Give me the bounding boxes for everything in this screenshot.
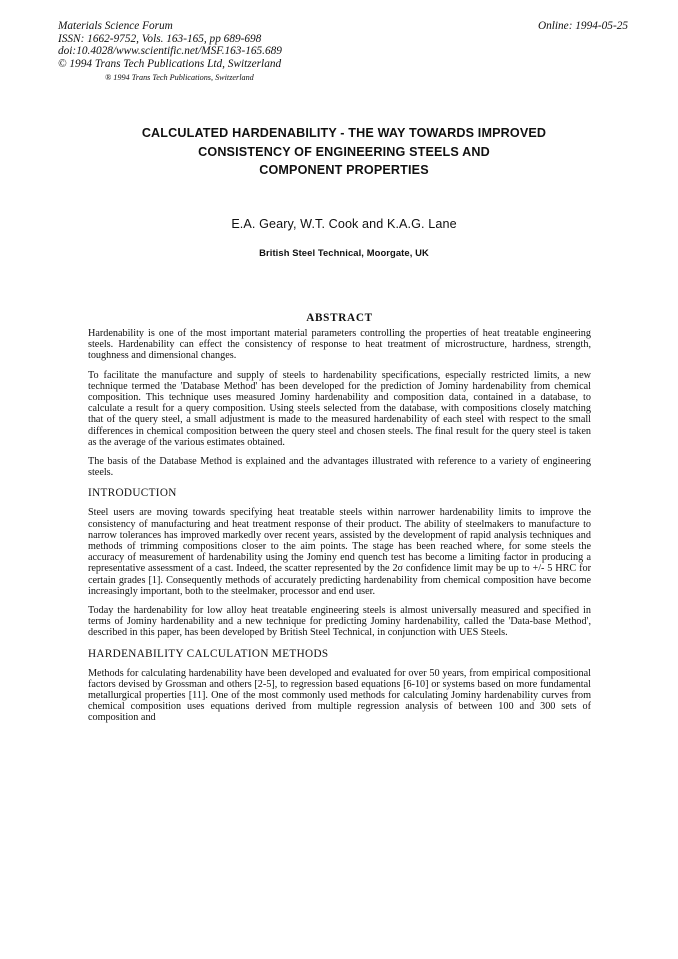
title-line-3: COMPONENT PROPERTIES	[259, 163, 429, 178]
abstract-paragraph: The basis of the Database Method is explained and the advantages illustrated with reference to a variety of engineering steels.	[88, 456, 591, 479]
issn-volume-pages: ISSN: 1662-9752, Vols. 163-165, pp 689-698	[58, 32, 262, 45]
copyright-line: © 1994 Trans Tech Publications Ltd, Switzerland	[58, 57, 282, 70]
section-paragraph: Methods for calculating hardenability have been developed and evaluated for over 50 years, from empirical compositional factors devised by Grossman and others [2-5], to regression based equations [6-10] or systems based on more fundamental metallurgical properties [11]. One of the most commonly used methods for calculating Jominy hardenability curves from chemical composition uses equations derived from multiple regression analysis of between 100 and 300 sets of composition and	[88, 667, 591, 724]
doi-line[interactable]: doi:10.4028/www.scientific.net/MSF.163-165.689	[58, 45, 282, 58]
section-heading-hardenability-calculation-methods: HARDENABILITY CALCULATION METHODS	[88, 647, 329, 660]
online-date: Online: 1994-05-25	[537, 20, 628, 32]
author-list: E.A. Geary, W.T. Cook and K.A.G. Lane	[231, 216, 457, 231]
title-line-1: CALCULATED HARDENABILITY - THE WAY TOWARDS IMPROVED	[141, 126, 547, 140]
section-paragraph: Today the hardenability for low alloy heat treatable engineering steels is almost universally measured and specified in terms of Jominy hardenability and a new technique for predicting Jominy hardenability, called the 'Data-base Method', described in this paper, has been developed by British Steel Technical, in conjunction with UES Steels.	[88, 605, 591, 639]
abstract-paragraph: Hardenability is one of the most important material parameters controlling the properties of heat treatable engineering steels. Hardenability can effect the consistency of response to heat treatment of microstructure, hardness, strength, toughness and dimensional changes.	[88, 328, 591, 362]
page-title	[70, 124, 618, 180]
abstract-heading: ABSTRACT	[306, 312, 373, 324]
body-column	[88, 312, 591, 732]
section-heading-introduction: INTRODUCTION	[88, 487, 177, 500]
abstract-paragraph: To facilitate the manufacture and supply of steels to hardenability specifications, especially restricted limits, a new technique termed the 'Database Method' has been developed for the prediction of Jominy hardenability from chemical composition. This technique uses measured Jominy hardenability and composition data, contained in a database, to calculate a result for a query composition. Using steels selected from the database, with compositions closely matching that of the query steel, a small adjustment is made to the measured hardenability of each steel with respect to the small differences in chemical composition between the query steel and chosen steels. The final result for the query steel is taken as the average of the various estimates obtained.	[88, 369, 591, 448]
masthead-left-block	[58, 20, 282, 70]
journal-masthead	[58, 20, 628, 90]
journal-name: Materials Science Forum	[58, 20, 173, 32]
section-paragraph: Steel users are moving towards specifying heat treatable steels within narrower hardenability limits to improve the consistency of manufacturing and heat treatment response of their product. The ability of steelmakers to manufacture to narrow tolerances has improved markedly over recent years, assisted by the development of rapid analysis techniques and methods of trimming compositions closer to the aim points. The stage has been reached where, for some steels the accuracy of measurement of hardenability using the Jominy end quench test has become a limiting factor in producing a representative assessment of a cast. Indeed, the scatter represented by the 2σ confidence limit may be up to +/- 5 HRC for certain grades [1]. Consequently methods of accurately predicting hardenability from chemical composition have become increasingly important, both to the steelmaker, processor and end user.	[88, 507, 591, 597]
affiliation: British Steel Technical, Moorgate, UK	[259, 246, 429, 258]
publisher-mark: ® 1994 Trans Tech Publications, Switzerland	[105, 73, 254, 82]
title-block	[70, 124, 618, 258]
title-line-2: CONSISTENCY OF ENGINEERING STEELS AND	[198, 144, 490, 159]
